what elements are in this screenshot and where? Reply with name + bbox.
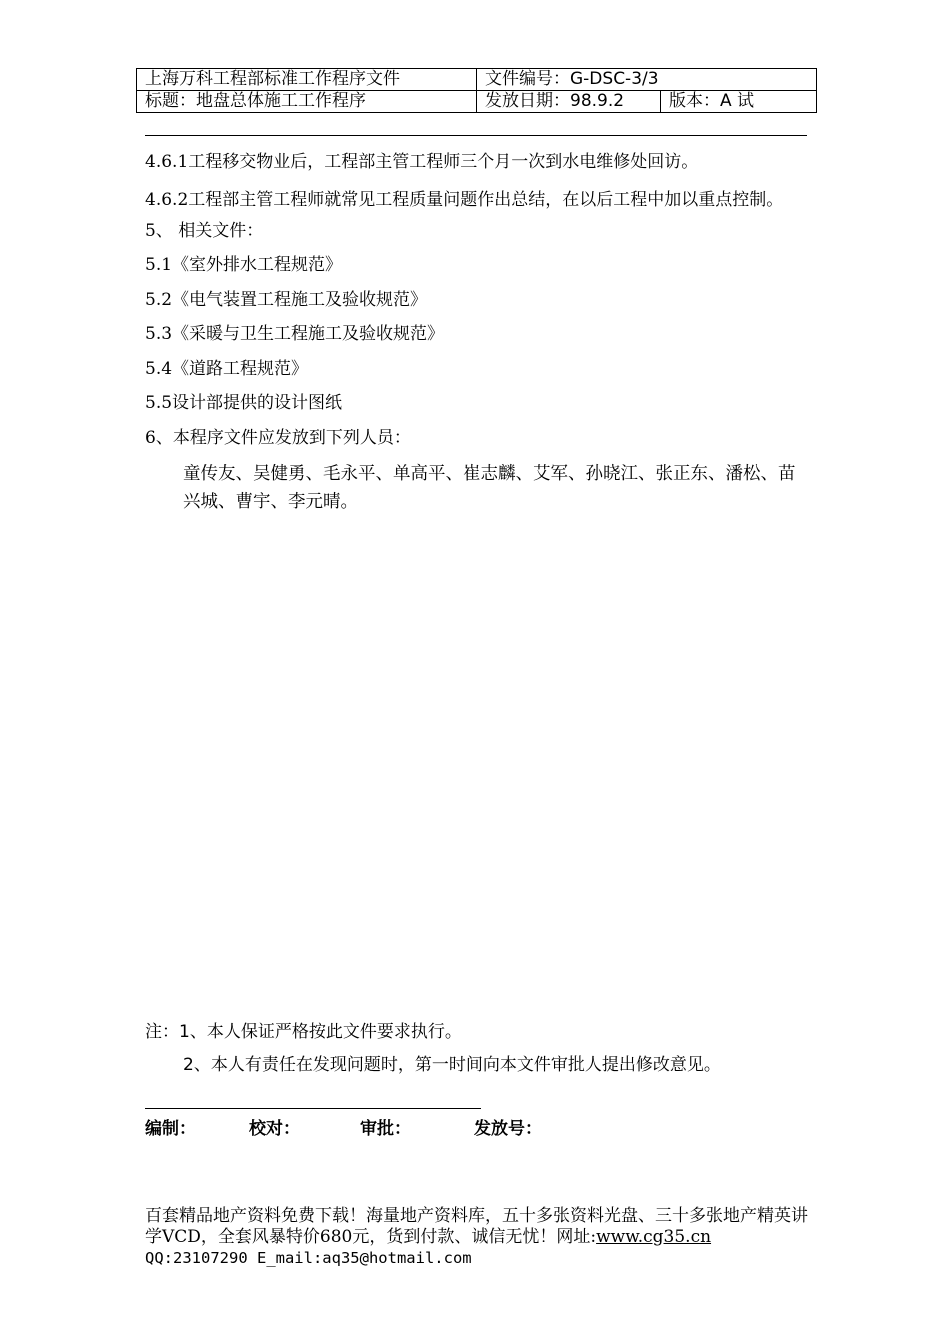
footer-contact: QQ:23107290 E_mail:aq35@hotmail.com xyxy=(145,1249,472,1267)
ref-5-1: 5.1《室外排水工程规范》 xyxy=(145,255,343,275)
signoff-divider xyxy=(145,1108,481,1109)
section-5-heading: 5、 相关文件： xyxy=(145,220,264,241)
ref-5-5: 5.5设计部提供的设计图纸 xyxy=(145,393,343,413)
doc-number-cell: 文件编号：G-DSC-3/3 xyxy=(477,69,817,91)
ref-5-3: 5.3《采暖与卫生工程施工及验收规范》 xyxy=(145,324,445,344)
issue-number-label: 发放号： xyxy=(474,1119,542,1139)
header-table xyxy=(136,68,817,113)
version-cell: 版本：A 试 xyxy=(661,91,817,113)
notes-block xyxy=(145,1018,815,1078)
note-1: 注：1、本人保证严格按此文件要求执行。 xyxy=(145,1022,462,1042)
footer-ad-text: 百套精品地产资料免费下载！海量地产资料库，五十多张资料光盘、三十多张地产精英讲学VCD，全套风暴特价680元，货到付款、诚信无忧！网址: xyxy=(145,1206,808,1247)
ref-5-2: 5.2《电气装置工程施工及验收规范》 xyxy=(145,289,428,310)
para-4-6-1: 4.6.1工程移交物业后，工程部主管工程师三个月一次到水电维修处回访。 xyxy=(145,152,699,172)
approved-by-label: 审批： xyxy=(360,1119,411,1139)
doc-title-cell: 标题：地盘总体施工工作程序 xyxy=(137,91,477,113)
section-6-heading: 6、本程序文件应发放到下列人员： xyxy=(145,427,411,448)
checked-by-label: 校对： xyxy=(249,1119,300,1139)
footer-ad xyxy=(145,1206,815,1269)
header-divider xyxy=(145,135,807,136)
note-2: 2、本人有责任在发现问题时，第一时间向本文件审批人提出修改意见。 xyxy=(183,1055,721,1075)
company-doc-cell: 上海万科工程部标准工作程序文件 xyxy=(137,69,477,91)
para-4-6-2: 4.6.2工程部主管工程师就常见工程质量问题作出总结，在以后工程中加以重点控制。 xyxy=(145,189,784,210)
issue-date-cell: 发放日期：98.9.2 xyxy=(477,91,661,113)
body-content xyxy=(145,148,813,516)
distribution-list: 童传友、吴健勇、毛永平、单高平、崔志麟、艾军、孙晓江、张正东、潘松、苗兴城、曹宇、李元晴。 xyxy=(183,464,796,512)
prepared-by-label: 编制： xyxy=(145,1119,196,1139)
website-link[interactable]: www.cg35.cn xyxy=(596,1227,712,1247)
ref-5-4: 5.4《道路工程规范》 xyxy=(145,358,309,379)
